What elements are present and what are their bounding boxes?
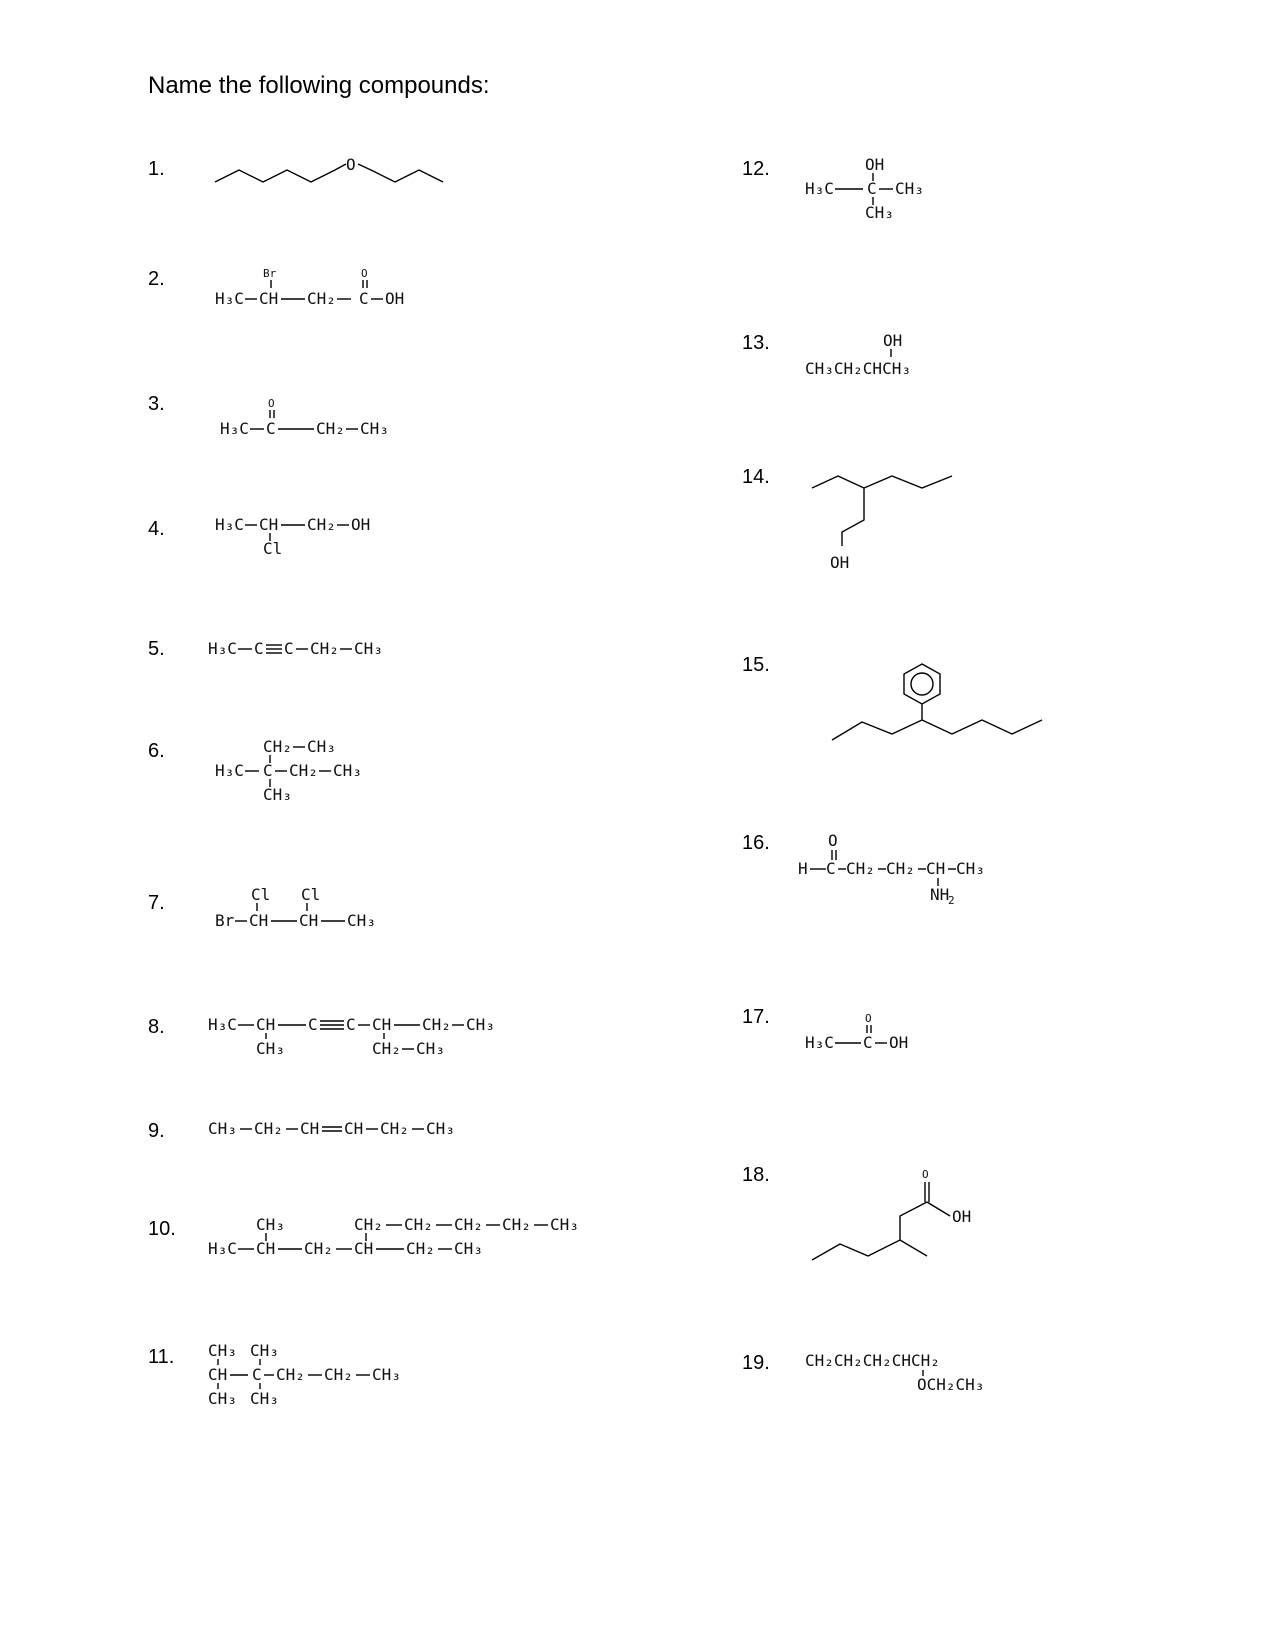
svg-text:O: O: [268, 397, 275, 410]
svg-text:OH: OH: [351, 515, 371, 534]
structure-1: [215, 150, 455, 195]
svg-text:2: 2: [948, 894, 955, 907]
svg-text:CH: CH: [256, 1239, 276, 1258]
problem-number: 18.: [742, 1164, 770, 1186]
problem-number: 13.: [742, 332, 770, 354]
svg-text:C: C: [346, 1015, 356, 1034]
svg-text:O: O: [922, 1168, 929, 1181]
page-title: Name the following compounds:: [148, 72, 490, 99]
svg-text:CH₂: CH₂: [372, 1039, 401, 1058]
problem-number: 7.: [148, 892, 165, 914]
svg-text:CH₃CH₂CHCH₃: CH₃CH₂CHCH₃: [805, 359, 911, 378]
svg-text:C: C: [826, 859, 836, 878]
svg-text:H₃C: H₃C: [215, 289, 244, 308]
problem-number: 11.: [148, 1346, 175, 1368]
svg-text:CH₃: CH₃: [307, 737, 336, 756]
svg-text:Br: Br: [263, 267, 277, 280]
svg-text:H: H: [798, 859, 808, 878]
structure-2: [215, 262, 455, 322]
problem-number: 3.: [148, 393, 165, 415]
svg-text:CH₃: CH₃: [360, 419, 389, 438]
structure-15: [832, 662, 1092, 752]
svg-text:C: C: [252, 1365, 262, 1384]
svg-text:O: O: [828, 831, 838, 850]
problem-number: 8.: [148, 1016, 165, 1038]
svg-text:CH₂: CH₂: [307, 515, 336, 534]
svg-text:CH: CH: [926, 859, 946, 878]
svg-text:CH₂: CH₂: [886, 859, 915, 878]
svg-text:CH₃: CH₃: [333, 761, 362, 780]
svg-text:C: C: [359, 289, 369, 308]
svg-text:OH: OH: [830, 553, 850, 572]
svg-text:C: C: [867, 179, 877, 198]
svg-text:H₃C: H₃C: [208, 1015, 237, 1034]
problem-number: 12.: [742, 158, 770, 180]
svg-text:CH₂: CH₂: [310, 639, 339, 658]
svg-text:CH₃: CH₃: [372, 1365, 401, 1384]
structure-18: [812, 1160, 1012, 1275]
svg-text:CH₂: CH₂: [404, 1215, 433, 1234]
svg-text:CH₃: CH₃: [347, 911, 376, 930]
oxygen-atom: O: [346, 155, 356, 174]
svg-text:C: C: [863, 1033, 873, 1052]
svg-text:CH₂: CH₂: [307, 289, 336, 308]
svg-text:Cl: Cl: [263, 539, 283, 558]
svg-text:H₃C: H₃C: [215, 515, 244, 534]
svg-text:CH₃: CH₃: [865, 203, 894, 222]
problem-number: 17.: [742, 1006, 770, 1028]
svg-text:CH₂: CH₂: [304, 1239, 333, 1258]
svg-text:CH₃: CH₃: [208, 1341, 237, 1360]
svg-text:CH: CH: [259, 515, 279, 534]
svg-text:CH₃: CH₃: [354, 639, 383, 658]
problem-number: 6.: [148, 740, 165, 762]
svg-text:CH: CH: [299, 911, 319, 930]
svg-text:CH₂: CH₂: [354, 1215, 383, 1234]
svg-text:CH₂: CH₂: [422, 1015, 451, 1034]
svg-text:CH₂: CH₂: [406, 1239, 435, 1258]
structure-12: [805, 152, 965, 242]
structure-14: [812, 468, 972, 588]
svg-text:CH: CH: [256, 1015, 276, 1034]
svg-text:H₃C: H₃C: [215, 761, 244, 780]
svg-text:Br: Br: [215, 911, 235, 930]
svg-text:CH₂: CH₂: [380, 1119, 409, 1138]
svg-text:CH₂: CH₂: [289, 761, 318, 780]
svg-text:CH₃: CH₃: [263, 785, 292, 804]
svg-text:CH: CH: [208, 1365, 228, 1384]
svg-text:CH: CH: [354, 1239, 374, 1258]
svg-text:CH: CH: [372, 1015, 392, 1034]
structure-10: [208, 1212, 608, 1267]
svg-text:O: O: [865, 1012, 872, 1025]
svg-text:CH₃: CH₃: [466, 1015, 495, 1034]
svg-text:OH: OH: [952, 1207, 972, 1226]
svg-text:H₃C: H₃C: [220, 419, 249, 438]
svg-text:Cl: Cl: [251, 885, 271, 904]
svg-text:O: O: [361, 267, 368, 280]
structure-9: [208, 1116, 508, 1146]
svg-text:OH: OH: [889, 1033, 909, 1052]
structure-8: [208, 1012, 528, 1067]
svg-text:CH₃: CH₃: [454, 1239, 483, 1258]
svg-text:CH₃: CH₃: [250, 1341, 279, 1360]
svg-text:CH₃: CH₃: [208, 1119, 237, 1138]
svg-text:CH₂: CH₂: [276, 1365, 305, 1384]
svg-text:CH: CH: [300, 1119, 320, 1138]
structure-7: [215, 884, 435, 939]
svg-text:OH: OH: [883, 331, 903, 350]
problem-number: 9.: [148, 1120, 165, 1142]
problem-number: 1.: [148, 158, 165, 180]
svg-text:CH₃: CH₃: [550, 1215, 579, 1234]
structure-3: [220, 392, 420, 447]
svg-text:C: C: [284, 639, 294, 658]
svg-text:H₃C: H₃C: [805, 1033, 834, 1052]
svg-text:NH: NH: [930, 885, 950, 904]
svg-text:CH₂: CH₂: [502, 1215, 531, 1234]
problem-number: 19.: [742, 1352, 770, 1374]
svg-text:OH: OH: [385, 289, 405, 308]
svg-text:CH: CH: [249, 911, 269, 930]
svg-text:H₃C: H₃C: [805, 179, 834, 198]
svg-text:C: C: [263, 761, 273, 780]
problem-number: 4.: [148, 518, 165, 540]
svg-text:CH₂: CH₂: [324, 1365, 353, 1384]
svg-text:C: C: [308, 1015, 318, 1034]
svg-text:OCH₂CH₃: OCH₂CH₃: [917, 1375, 985, 1394]
svg-text:CH: CH: [259, 289, 279, 308]
svg-text:CH₃: CH₃: [256, 1039, 285, 1058]
structure-16: [798, 828, 1058, 918]
problem-number: 15.: [742, 654, 770, 676]
problem-number: 14.: [742, 466, 770, 488]
svg-text:CH₃: CH₃: [956, 859, 985, 878]
svg-text:Cl: Cl: [301, 885, 321, 904]
svg-text:CH₂CH₂CH₂CHCH₂: CH₂CH₂CH₂CHCH₂: [805, 1351, 940, 1370]
svg-text:CH₃: CH₃: [250, 1389, 279, 1408]
svg-text:C: C: [254, 639, 264, 658]
svg-text:OH: OH: [865, 155, 885, 174]
problem-number: 10.: [148, 1218, 176, 1240]
structure-6: [215, 734, 415, 814]
svg-text:H₃C: H₃C: [208, 639, 237, 658]
structure-11: [208, 1338, 468, 1418]
svg-text:CH₃: CH₃: [416, 1039, 445, 1058]
svg-text:CH₃: CH₃: [208, 1389, 237, 1408]
problem-number: 5.: [148, 638, 165, 660]
svg-text:CH₂: CH₂: [254, 1119, 283, 1138]
svg-text:CH₂: CH₂: [454, 1215, 483, 1234]
problem-number: 2.: [148, 268, 165, 290]
structure-19: [805, 1342, 1045, 1402]
structure-17: [805, 1006, 965, 1061]
svg-text:C: C: [266, 419, 276, 438]
structure-5: [208, 636, 428, 666]
problem-number: 16.: [742, 832, 770, 854]
svg-text:CH₂: CH₂: [846, 859, 875, 878]
svg-text:CH₂: CH₂: [263, 737, 292, 756]
svg-text:CH₃: CH₃: [426, 1119, 455, 1138]
structure-13: [805, 328, 1005, 388]
svg-text:CH: CH: [344, 1119, 364, 1138]
svg-text:CH₃: CH₃: [256, 1215, 285, 1234]
svg-text:CH₃: CH₃: [895, 179, 924, 198]
svg-text:H₃C: H₃C: [208, 1239, 237, 1258]
svg-text:CH₂: CH₂: [316, 419, 345, 438]
structure-4: [215, 512, 415, 567]
